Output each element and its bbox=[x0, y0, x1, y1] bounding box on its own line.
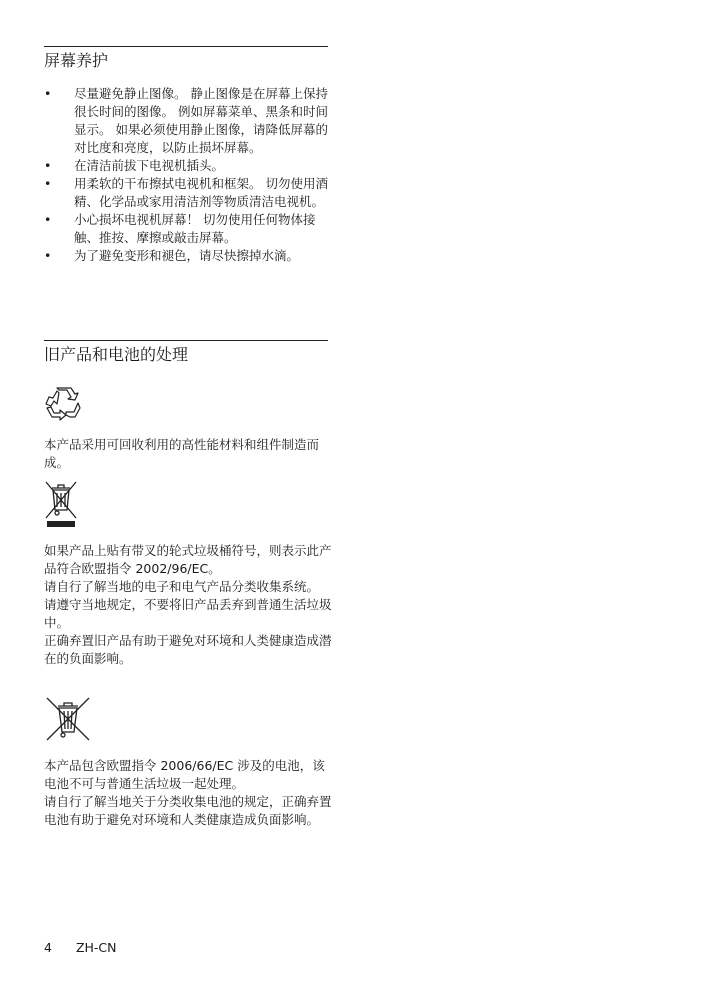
section-screen-care bbox=[44, 46, 328, 265]
weee-paragraph: 如果产品上贴有带叉的轮式垃圾桶符号，则表示此产品符合欧盟指令 2002/96/EC。 bbox=[44, 543, 332, 576]
battery-paragraph: 本产品包含欧盟指令 2006/66/EC 涉及的电池，该电池不可与普通生活垃圾一起处理。 bbox=[44, 758, 325, 791]
page-number: 4 bbox=[44, 940, 52, 955]
recycle-icon bbox=[44, 386, 82, 422]
list-item: • 在清洁前拔下电视机插头。 bbox=[44, 158, 225, 173]
page-footer bbox=[44, 939, 117, 957]
battery-text-block bbox=[44, 757, 334, 829]
language-code: ZH-CN bbox=[75, 940, 117, 955]
weee-text-block bbox=[44, 542, 334, 668]
weee-paragraph: 请遵守当地规定，不要将旧产品丢弃到普通生活垃圾中。 bbox=[44, 597, 332, 630]
section-disposal bbox=[44, 340, 328, 365]
care-bullet-list bbox=[44, 85, 328, 265]
crossed-bin-icon bbox=[44, 480, 78, 528]
list-item: • 为了避免变形和褪色，请尽快擦掉水滴。 bbox=[44, 248, 300, 263]
weee-paragraph: 正确弃置旧产品有助于避免对环境和人类健康造成潜在的负面影响。 bbox=[44, 633, 332, 666]
section-title: 屏幕养护 bbox=[44, 51, 109, 70]
list-item: • 小心损坏电视机屏幕！ 切勿使用任何物体接触、推按、摩擦或敲击屏幕。 bbox=[44, 212, 316, 245]
section-divider bbox=[44, 46, 328, 47]
recycle-text: 本产品采用可回收利用的高性能材料和组件制造而成。 bbox=[44, 437, 320, 470]
section-divider bbox=[44, 340, 328, 341]
battery-paragraph: 请自行了解当地关于分类收集电池的规定，正确弃置电池有助于避免对环境和人类健康造成负面影响。 bbox=[44, 794, 332, 827]
list-item: • 用柔软的干布擦拭电视机和框架。 切勿使用酒精、化学品或家用清洁剂等物质清洁电视机。 bbox=[44, 176, 328, 209]
crossed-battery-bin-icon bbox=[44, 696, 92, 742]
list-item: • 尽量避免静止图像。 静止图像是在屏幕上保持很长时间的图像。 例如屏幕菜单、黑条和时间显示。 如果必须使用静止图像，请降低屏幕的对比度和亮度，以防止损坏屏幕。 bbox=[44, 86, 328, 155]
section-title: 旧产品和电池的处理 bbox=[44, 345, 189, 364]
weee-paragraph: 请自行了解当地的电子和电气产品分类收集系统。 bbox=[44, 579, 320, 594]
